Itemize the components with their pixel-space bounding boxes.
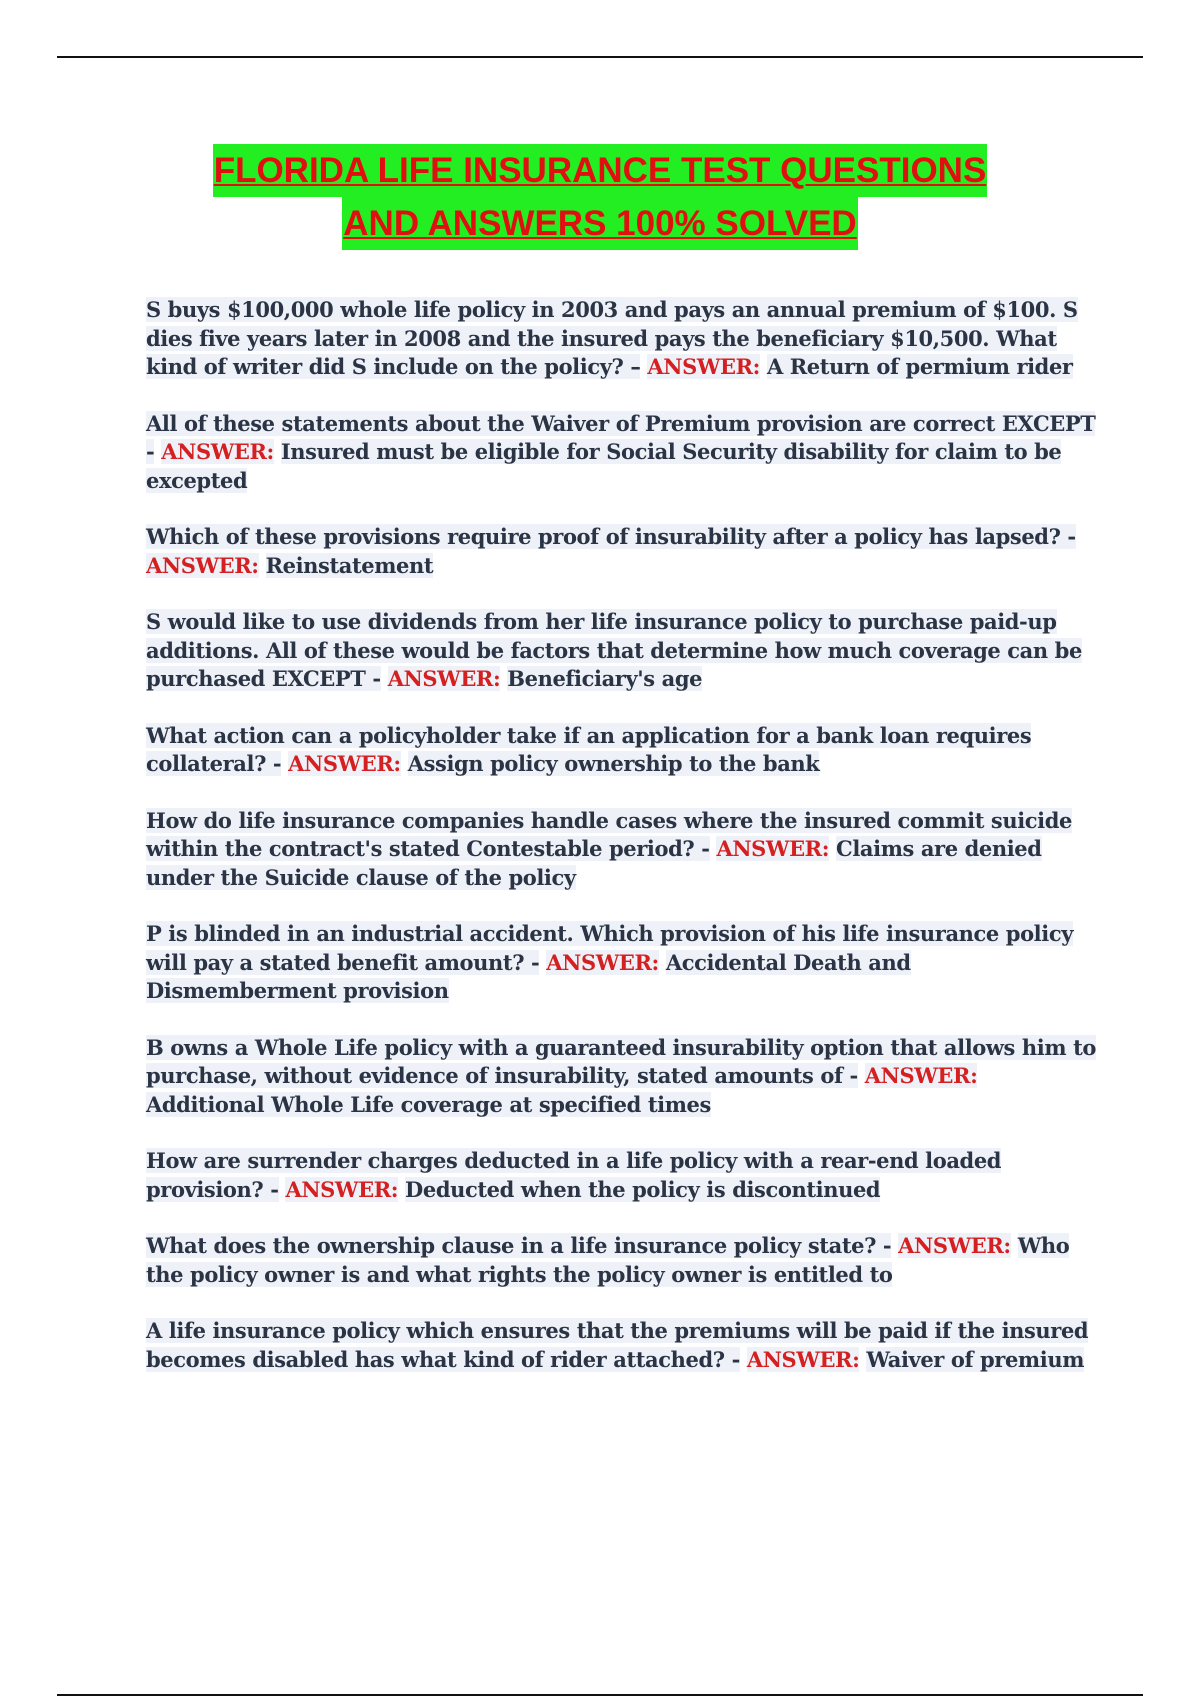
qa-item — [146, 410, 1096, 496]
qa-item — [146, 523, 1096, 580]
answer-label: ANSWER: — [161, 439, 274, 464]
question-text: A life insurance policy which ensures that the premiums will be paid if the insured becomes disabled has what kind of rider attached? - — [146, 1318, 1089, 1372]
question-text: What action can a policyholder take if an application for a bank loan requires collateral? - — [146, 722, 1032, 776]
question-text: What does the ownership clause in a life insurance policy state? - — [146, 1233, 892, 1258]
question-text: P is blinded in an industrial accident. Which provision of his life insurance policy will pay a stated benefit amount? - — [146, 921, 1074, 975]
answer-text: Claims are denied under the Suicide clause of the policy — [146, 836, 1042, 890]
qa-item — [146, 1034, 1096, 1120]
qa-item — [146, 1232, 1096, 1289]
answer-text: Waiver of premium — [866, 1346, 1085, 1372]
question-text: Which of these provisions require proof of insurability after a policy has lapsed? - — [146, 524, 1076, 549]
answer-text: Assign policy ownership to the bank — [407, 751, 820, 776]
answer-text: Accidental Death and Dismemberment provision — [146, 949, 911, 1003]
top-rule — [57, 56, 1143, 58]
answer-label: ANSWER: — [898, 1233, 1011, 1258]
answer-text: A Return of permium rider — [766, 354, 1073, 379]
answer-text: Who the policy owner is and what rights the policy owner is entitled to — [146, 1233, 1070, 1287]
answer-label: ANSWER: — [647, 354, 761, 379]
qa-item — [146, 608, 1096, 694]
qa-item — [146, 807, 1096, 893]
qa-item — [146, 722, 1096, 779]
answer-label: ANSWER: — [716, 836, 830, 861]
answer-label: ANSWER: — [387, 666, 501, 691]
title-line-2: AND ANSWERS 100% SOLVED — [342, 197, 857, 250]
qa-list — [146, 296, 1096, 1402]
qa-item — [146, 1147, 1096, 1204]
answer-text: Reinstatement — [265, 552, 434, 578]
answer-text: Deducted when the policy is discontinued — [405, 1176, 881, 1202]
answer-text: Beneficiary's age — [507, 666, 703, 691]
answer-label: ANSWER: — [746, 1346, 860, 1372]
answer-label: ANSWER: — [285, 1176, 399, 1202]
question-text: B owns a Whole Life policy with a guaranteed insurability option that allows him to purchase, without evidence of insurability, stated amounts of - — [146, 1034, 1096, 1088]
answer-text: Insured must be eligible for Social Security disability for claim to be excepted — [146, 439, 1062, 493]
question-text: How are surrender charges deducted in a life policy with a rear-end loaded provision? - — [146, 1148, 1002, 1202]
bottom-rule — [57, 1694, 1143, 1696]
answer-label: ANSWER: — [288, 751, 401, 776]
question-text: S would like to use dividends from her life insurance policy to purchase paid-up additions. All of these would be factors that determine how much coverage can be purchased EXCEPT - — [146, 609, 1082, 691]
qa-item — [146, 920, 1096, 1006]
qa-item — [146, 1317, 1096, 1374]
title-line-1: FLORIDA LIFE INSURANCE TEST QUESTIONS — [213, 144, 988, 197]
question-text: All of these statements about the Waiver of Premium provision are correct EXCEPT - — [146, 410, 1096, 464]
qa-item — [146, 296, 1096, 382]
answer-text: Additional Whole Life coverage at specified times — [146, 1091, 711, 1117]
answer-label: ANSWER: — [546, 949, 659, 975]
answer-label: ANSWER: — [864, 1063, 978, 1088]
answer-label: ANSWER: — [146, 552, 259, 578]
document-title — [0, 144, 1200, 250]
question-text: How do life insurance companies handle cases where the insured commit suicide within the contract's stated Contestable period? - — [146, 807, 1073, 861]
question-text: S buys $100,000 whole life policy in 2003 and pays an annual premium of $100. S dies five years later in 2008 and the insured pays the beneficiary $10,500. What kind of writer did S include on the policy? – — [146, 297, 1078, 379]
